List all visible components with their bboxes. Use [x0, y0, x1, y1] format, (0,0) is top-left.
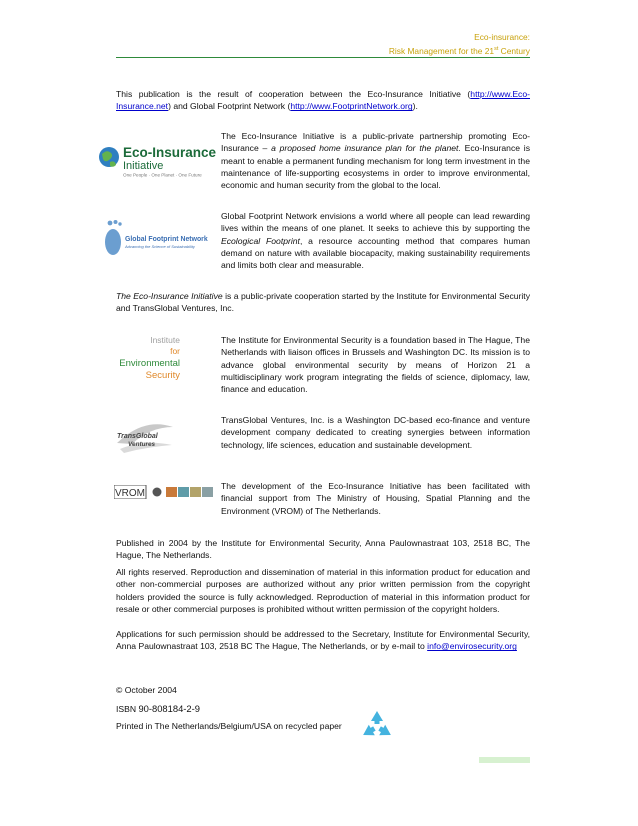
svg-text:Initiative: Initiative	[123, 160, 164, 172]
svg-text:Eco-Insurance: Eco-Insurance	[123, 145, 217, 160]
isbn-line: ISBN 90-808184-2-9	[116, 703, 200, 714]
vrom-logo	[114, 485, 214, 499]
transglobal-paragraph: TransGlobal Ventures, Inc. is a Washington DC-based eco-finance and venture development company dedicated to creating synergies between information technology, life sciences, education and sustainable development.	[221, 415, 530, 450]
published-paragraph: Published in 2004 by the Institute for Environmental Security, Anna Paulownastraat 103, 2518 BC, The Hague, The Netherlands.	[116, 538, 530, 561]
rights-paragraph: All rights reserved. Reproduction and dissemination of material in this information product for education and other non-commercial purposes are authorized without any prior written permission from the copyright holders provided the source is fully acknowledged. Reproduction of material in this information product for resale or other commercial purposes is prohibited without written permission of the copyright holders.	[116, 567, 530, 614]
footprint-network-link[interactable]: http://www.FootprintNetwork.org	[290, 101, 413, 112]
svg-text:Global Footprint Network: Global Footprint Network	[125, 236, 208, 243]
printed-line: Printed in The Netherlands/Belgium/USA on recycled paper	[116, 721, 342, 731]
recycle-icon	[360, 708, 394, 742]
footprint-network-logo	[103, 215, 219, 261]
svg-text:TransGlobal: TransGlobal	[117, 433, 158, 440]
date-line: © October 2004	[116, 685, 177, 695]
svg-text:Ventures: Ventures	[128, 441, 156, 448]
svg-text:Institute: Institute	[150, 335, 180, 345]
footprint-paragraph: Global Footprint Network envisions a world where all people can lead rewarding lives within the means of one planet. It seeks to achieve this by supporting the Ecological Footprint, a resource accounting method that compares human demand on nature with available biocapacity, making sustainability requirements and limits both clear and measurable.	[221, 211, 530, 271]
ies-logo	[110, 333, 184, 385]
email-link[interactable]: info@envirosecurity.org	[427, 641, 517, 652]
eco-insurance-paragraph: The Eco-Insurance Initiative is a public-private partnership promoting Eco-Insurance – a proposed home insurance plan for the planet. Eco-Insurance is meant to enable a permanent funding mechanism for long term investment in the maintenance of life-supporting ecosystems in order to improve environmental, economic and human security from the global to the local.	[221, 131, 530, 191]
header-subtitle: Risk Management for the 21st Century	[388, 45, 530, 56]
svg-text:Environmental: Environmental	[119, 358, 180, 369]
initiative-paragraph: The Eco-Insurance Initiative is a public-private cooperation started by the Institute for Environmental Security and TransGlobal Ventures, Inc.	[116, 291, 530, 314]
ies-paragraph: The Institute for Environmental Security is a foundation based in The Hague, The Netherlands with liaison offices in Brussels and Washington DC. Its mission is to advance global environmental security by means of Horizon 21 a multidisciplinary work program integrating the fields of science, diplomacy, law, finance and education.	[221, 335, 530, 395]
intro-paragraph: This publication is the result of cooperation between the Eco-Insurance Initiative (http://www.Eco-Insurance.net) and Global Footprint Network (http://www.FootprintNetwork.org).	[116, 89, 530, 112]
svg-text:VROM: VROM	[115, 488, 145, 499]
eco-insurance-logo	[97, 140, 221, 180]
vrom-paragraph: The development of the Eco-Insurance Initiative has been facilitated with financial support from The Ministry of Housing, Spatial Planning and the Environment (VROM) of The Netherlands.	[221, 481, 530, 516]
svg-text:One People · One Planet · One: One People · One Planet · One Future	[123, 172, 202, 178]
eco-insurance-link[interactable]: http://www.Eco-Insurance.net	[116, 89, 530, 112]
page-tab-marker	[479, 757, 530, 763]
applications-paragraph: Applications for such permission should be addressed to the Secretary, Institute for Environmental Security, Anna Paulownastraat 103, 2518 BC The Hague, The Netherlands, or by e-mail to info@envirosecurity.org	[116, 629, 530, 652]
svg-text:Security: Security	[145, 370, 180, 381]
transglobal-logo	[114, 413, 176, 457]
header-rule	[116, 57, 530, 58]
svg-text:for: for	[170, 346, 180, 356]
header-title: Eco-insurance:	[474, 32, 530, 42]
running-header	[389, 31, 530, 57]
svg-text:Advancing the Science of Susta: Advancing the Science of Sustainability	[125, 244, 195, 249]
